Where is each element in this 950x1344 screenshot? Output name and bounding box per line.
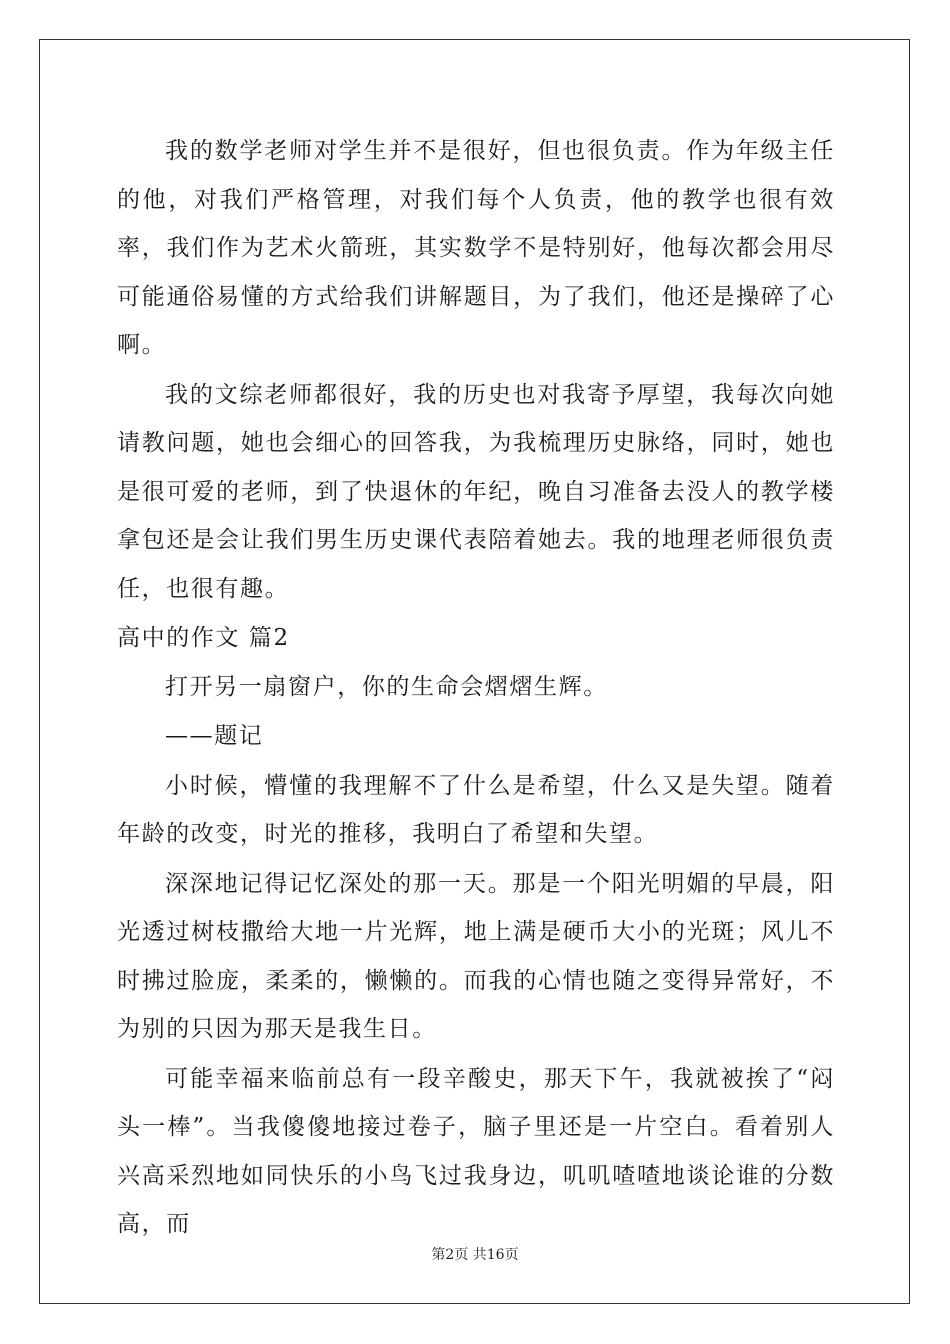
paragraph: 深深地记得记忆深处的那一天。那是一个阳光明媚的早晨，阳光透过树枝撒给大地一片光辉，地上满是硬币大小的光斑；风儿不时拂过脸庞，柔柔的，懒懒的。而我的心情也随之变得异常好，不为别的只因为那天是我生日。 [117,870,835,1042]
document-body [117,127,835,1250]
paragraph: 小时候，懵懂的我理解不了什么是希望，什么又是失望。随着年龄的改变，时光的推移，我明白了希望和失望。 [117,772,835,847]
paragraph: 我的文综老师都很好，我的历史也对我寄予厚望，我每次向她请教问题，她也会细心的回答我，为我梳理历史脉络，同时，她也是很可爱的老师，到了快退休的年纪，晚自习准备去没人的教学楼拿包还是会让我们男生历史课代表陪着她去。我的地理老师很负责任，也很有趣。 [117,381,835,602]
paragraph: 可能幸福来临前总有一段辛酸史，那天下午，我就被挨了“闷头一棒”。当我傻傻地接过卷子，脑子里还是一片空白。看着别人兴高采烈地如同快乐的小鸟飞过我身边，叽叽喳喳地谈论谁的分数高，而 [117,1065,835,1237]
epigraph-attribution: ——题记 [165,723,264,749]
paragraph: 我的数学老师对学生并不是很好，但也很负责。作为年级主任的他，对我们严格管理，对我们每个人负责，他的教学也很有效率，我们作为艺术火箭班，其实数学不是特别好，他每次都会用尽可能通俗易懂的方式给我们讲解题目，为了我们，他还是操碎了心啊。 [117,138,835,358]
page-number-footer: 第2页 共16页 [431,1247,519,1263]
paragraph: 打开另一扇窗户，你的生命会熠熠生辉。 [165,673,608,700]
section-heading: 高中的作文 篇2 [117,625,290,651]
